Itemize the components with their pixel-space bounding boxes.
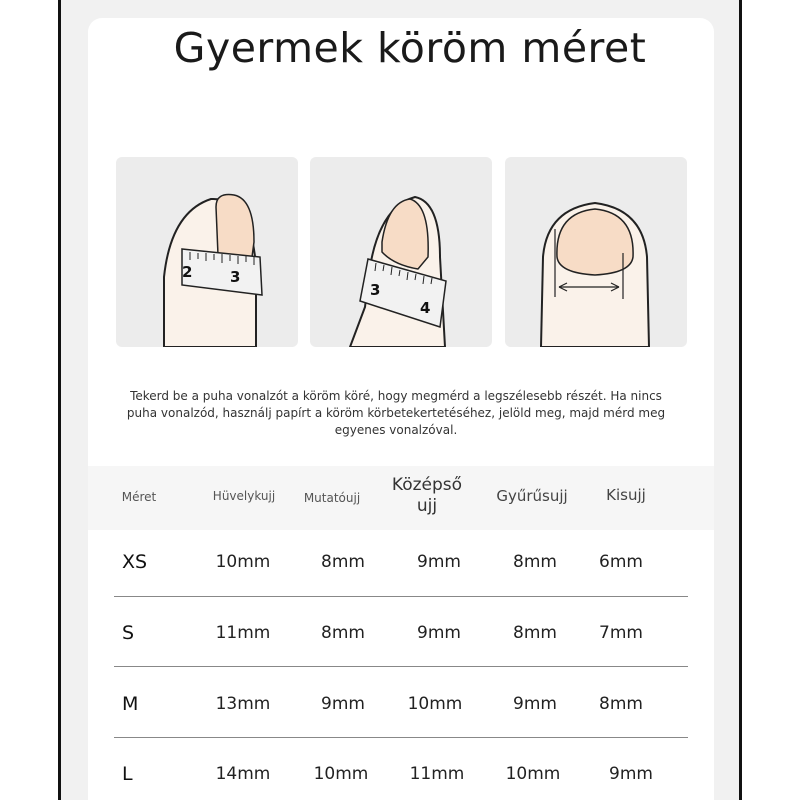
header-thumb: Hüvelykujj — [212, 489, 276, 503]
tape-mark: 2 — [182, 263, 193, 281]
row-divider — [114, 596, 688, 597]
header-ring: Gyűrűsujj — [496, 487, 568, 505]
measurement-instruction: Tekerd be a puha vonalzót a köröm köré, hogy megmérd a legszélesebb részét. Ha nincs puha vonalzód, használj papírt a köröm körbetekertetéséhez, jelöld meg, majd mérd meg egyenes vonalzóval. — [126, 389, 666, 437]
table-cell: 7mm — [599, 623, 643, 643]
page-title: Gyermek köröm méret — [173, 24, 647, 72]
illustration-nail-width — [505, 157, 687, 347]
table-cell: 9mm — [513, 694, 557, 714]
header-pinky: Kisujj — [606, 486, 646, 504]
row-divider — [114, 737, 688, 738]
size-label: S — [122, 622, 135, 644]
table-cell: 14mm — [215, 764, 271, 784]
tape-mark: 3 — [370, 281, 381, 299]
tape-mark: 4 — [420, 299, 431, 317]
illustration-thumb-tape — [116, 157, 298, 347]
table-cell: 8mm — [321, 552, 365, 572]
header-index: Mutatóujj — [303, 491, 361, 505]
table-cell: 6mm — [599, 552, 643, 572]
header-size: Méret — [121, 490, 157, 504]
table-cell: 8mm — [513, 623, 557, 643]
table-cell: 9mm — [417, 623, 461, 643]
illustration-finger-tape — [310, 157, 492, 347]
table-cell: 9mm — [417, 552, 461, 572]
table-cell: 8mm — [321, 623, 365, 643]
size-label: M — [122, 693, 139, 715]
table-cell: 9mm — [321, 694, 365, 714]
table-cell: 9mm — [609, 764, 653, 784]
row-divider — [114, 666, 688, 667]
table-cell: 8mm — [513, 552, 557, 572]
size-label: L — [122, 763, 133, 785]
table-cell: 11mm — [215, 623, 271, 643]
table-cell: 11mm — [409, 764, 465, 784]
table-cell: 8mm — [599, 694, 643, 714]
table-cell: 10mm — [313, 764, 369, 784]
size-label: XS — [122, 551, 148, 573]
table-cell: 10mm — [505, 764, 561, 784]
table-cell: 10mm — [215, 552, 271, 572]
table-cell: 10mm — [407, 694, 463, 714]
table-cell: 13mm — [215, 694, 271, 714]
header-middle: Középső ujj — [391, 475, 463, 516]
tape-mark: 3 — [230, 268, 241, 286]
